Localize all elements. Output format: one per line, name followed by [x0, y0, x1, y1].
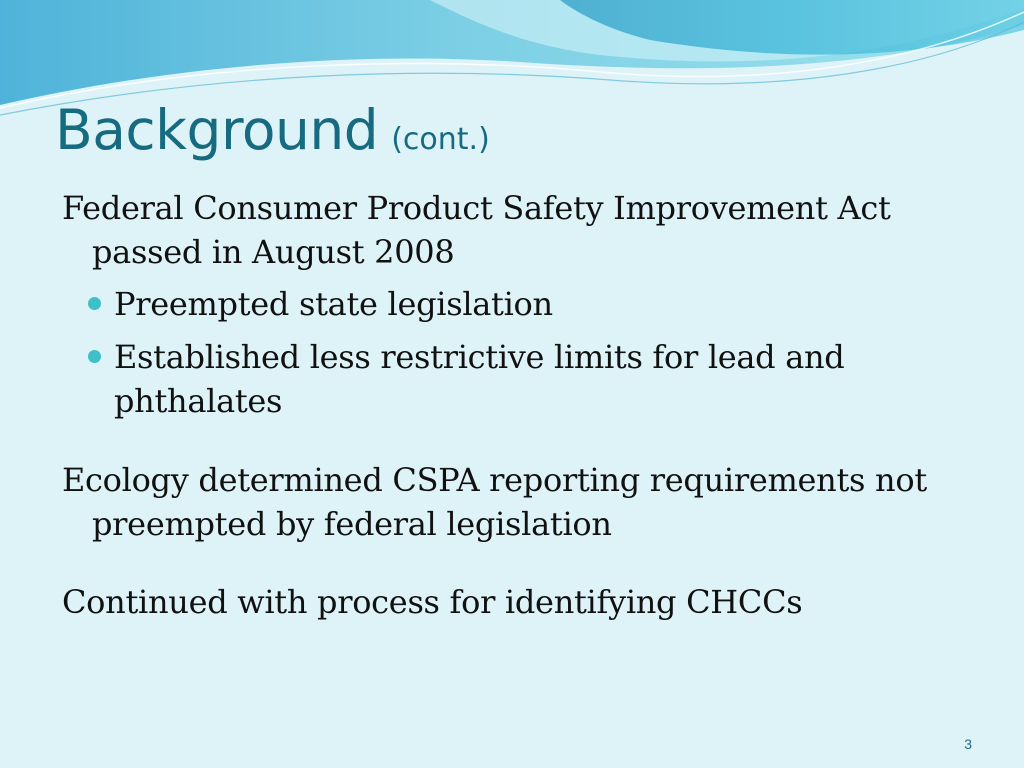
paragraph-chccs: Continued with process for identifying CHCCs — [62, 583, 803, 621]
bullet-text: Preempted state legislation — [114, 285, 553, 323]
bullet-dot-icon — [88, 297, 101, 310]
paragraph-ecology: Ecology determined CSPA reporting requirements not preempted by federal legislation — [62, 461, 927, 543]
paragraph-cpsia: Federal Consumer Product Safety Improvement Act passed in August 2008 — [62, 189, 891, 271]
title-text: Background — [55, 98, 379, 162]
page-number: 3 — [964, 736, 972, 752]
bullet-dot-icon — [88, 350, 101, 363]
title-suffix: (cont.) — [391, 122, 490, 157]
bullet-item — [114, 282, 914, 326]
bullet-item — [114, 335, 914, 423]
bullet-text: Established less restrictive limits for lead and phthalates — [114, 338, 845, 420]
